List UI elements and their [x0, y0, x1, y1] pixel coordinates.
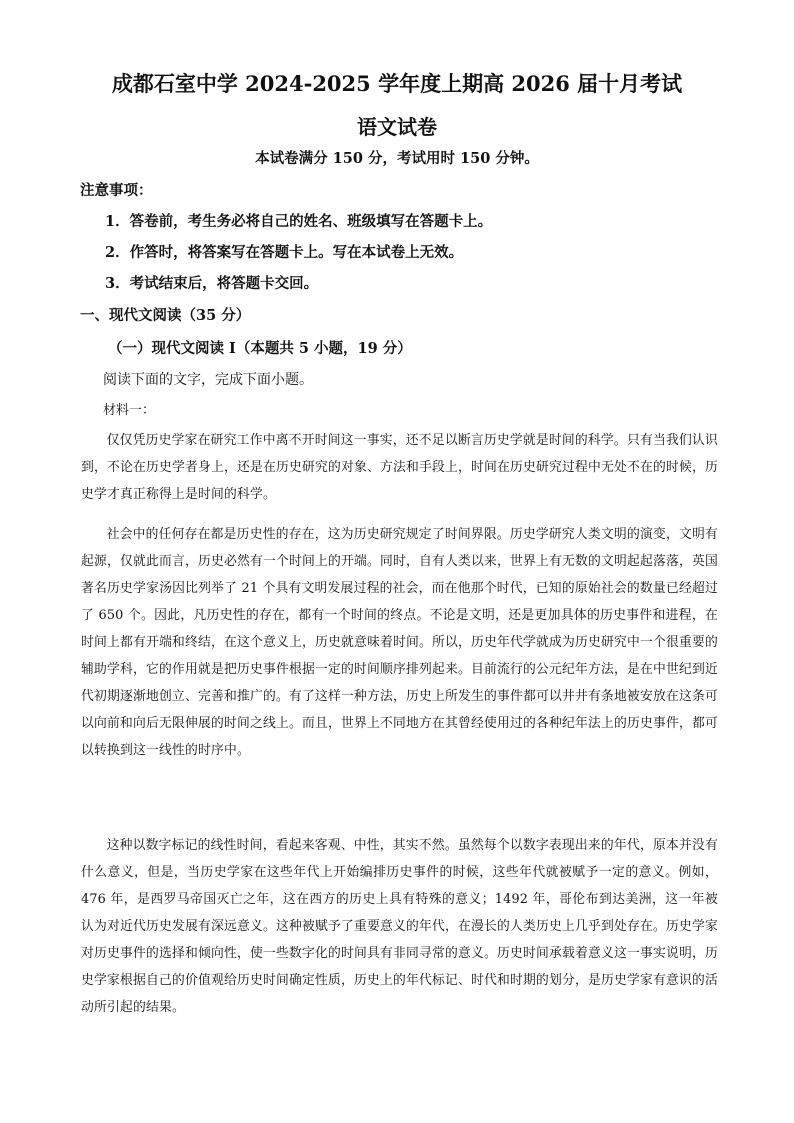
notice-item-2: 2．作答时，将答案写在答题卡上。写在本试卷上无效。 — [105, 244, 464, 261]
notice-item-3: 3．考试结束后，将答题卡交回。 — [105, 275, 319, 292]
passage-paragraph-2: 社会中的任何存在都是历史性的存在，这为历史研究规定了时间界限。历史学研究人类文明的演变，文明有起源，仅就此而言，历史必然有一个时间上的开端。同时，自有人类以来，世界上有无数的文明起起落落，英国著名历史学家汤因比列举了 21 个具有文明发展过程的社会，而在他那个时代，已知的原始社会的数量已经超过了 650 个。因此，凡历史性的存在，都有一个时间的终点。不论是文明，还是更加具体的历史事件和进程，在时间上都有开端和终结，在这个意义上，历史就意味着时间。所以，历史年代学就成为历史研究中一个很重要的辅助学科，它的作用就是把历史事件根据一定的时间顺序排列起来。目前流行的公元纪年方法，是在中世纪到近代初期逐渐地创立、完善和推广的。有了这样一种方法，历史上所发生的事件都可以井井有条地被安放在这条可以向前和向后无限伸展的时间之线上。而且，世界上不同地方在其曾经使用过的各种纪年法上的历史事件，都可以转换到这一线性的时序中。 — [81, 527, 718, 758]
passage-paragraph-1: 仅仅凭历史学家在研究工作中离不开时间这一事实，还不足以断言历史学就是时间的科学。只有当我们认识到，不论在历史学者身上，还是在历史研究的对象、方法和手段上，时间在历史研究过程中无处不在的时候，历史学才真正称得上是时间的科学。 — [81, 433, 718, 502]
material-label: 材料一： — [103, 403, 156, 418]
section-heading: 一、现代文阅读（35 分） — [80, 307, 251, 324]
notice-item-1: 1．答卷前，考生务必将自己的姓名、班级填写在答题卡上。 — [105, 213, 493, 230]
passage-paragraph-3: 这种以数字标记的线性时间，看起来客观、中性，其实不然。虽然每个以数字表现出来的年代，原本并没有什么意义，但是，当历史学家在这些年代上开始编排历史事件的时候，这些年代就被赋予一定的意义。例如，476 年，是西罗马帝国灭亡之年，这在西方的历史上具有特殊的意义；1492 年，哥伦布到达美洲，这一年被认为对近代历史发展有深远意义。这种被赋予了重要意义的年代，在漫长的人类历史上几乎到处存在。历史学家对历史事件的选择和倾向性，使一些数字化的时间具有非同寻常的意义。历史时间承载着意义这一事实说明，历史学家根据自己的价值观给历史时间确定性质，历史上的年代标记、时代和时期的划分，是历史学家有意识的活动所引起的结果。 — [81, 838, 718, 1015]
reading-instruction: 阅读下面的文字，完成下面小题。 — [103, 372, 313, 388]
subsection-heading: （一）现代文阅读 I（本题共 5 小题，19 分） — [108, 340, 412, 357]
notice-heading: 注意事项： — [80, 182, 153, 199]
exam-title: 成都石室中学 2024-2025 学年度上期高 2026 届十月考试 — [111, 71, 683, 96]
exam-subtitle: 语文试卷 — [357, 115, 437, 139]
score-line: 本试卷满分 150 分，考试用时 150 分钟。 — [255, 150, 539, 167]
